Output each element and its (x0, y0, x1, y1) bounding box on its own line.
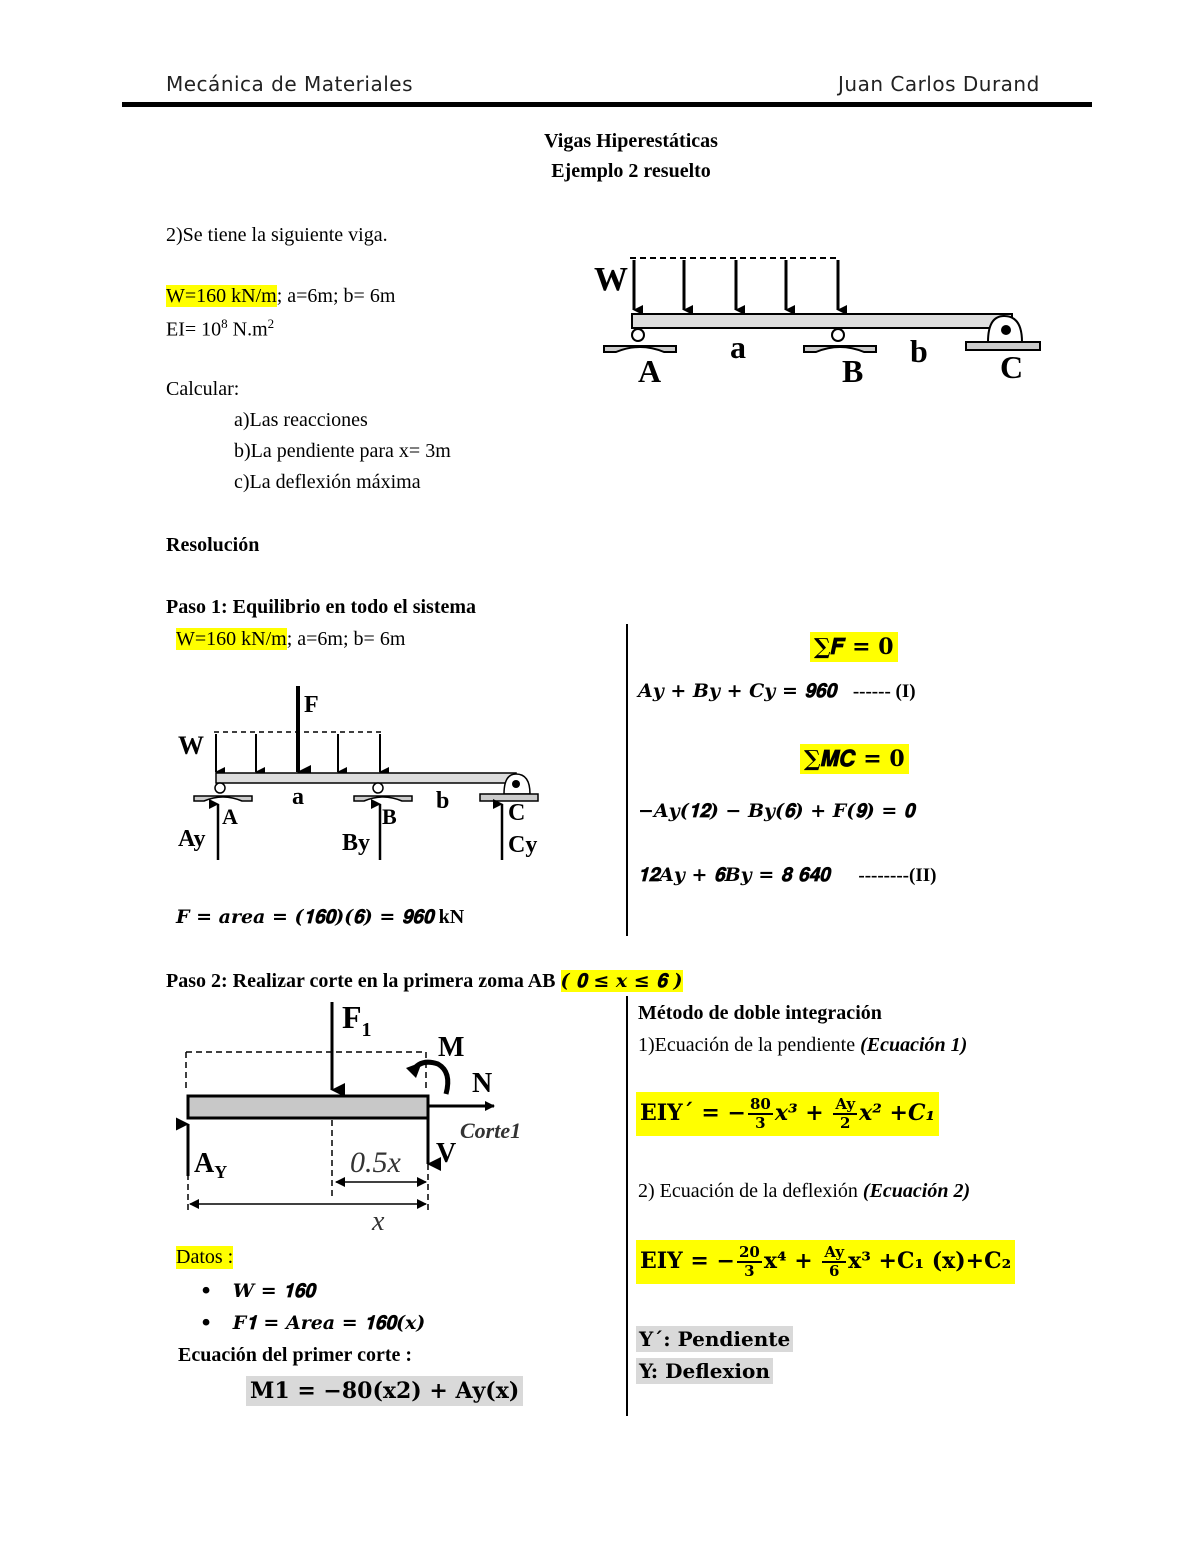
problem-statement: 2)Se tiene la siguiente viga. (166, 224, 388, 246)
slope-term-1: x³ + (774, 1100, 832, 1126)
equation-2-expr: 𝟏𝟐𝑨𝒚 + 𝟔𝑩𝒚 = 𝟖 𝟔𝟒𝟎 (638, 864, 830, 886)
f-area-equation (176, 906, 464, 929)
fig2-f-label: F (304, 692, 319, 718)
fig1-a-support: A (638, 353, 662, 389)
f-area-expr: 𝑭 = 𝒂𝒓𝒆𝒂 = (𝟏𝟔𝟎)(𝟔) = 𝟗𝟔𝟎 (176, 906, 434, 928)
slope-frac-2 (833, 1096, 857, 1132)
fig2-a-support: A (222, 804, 238, 829)
datos-bullet-1-text: 𝑾 = 𝟏𝟔𝟎 (232, 1280, 315, 1302)
defl-frac-1-den: 3 (744, 1262, 755, 1280)
fig2-by-label: By (342, 830, 371, 856)
fig3-ay-base: A (194, 1148, 215, 1179)
slope-frac-1 (748, 1096, 773, 1132)
step1-given (176, 628, 405, 651)
deflection-label-text: 2) Ecuación de la deflexión (638, 1180, 863, 1202)
defl-lhs: EIY = − (640, 1248, 735, 1274)
column-divider-2 (626, 996, 628, 1416)
sum-moments: ∑𝑴𝑪 = 𝟎 (800, 744, 909, 774)
slope-frac-1-num: 80 (749, 1095, 771, 1113)
method-heading: Método de doble integración (638, 1002, 882, 1024)
fig2-b-label: b (436, 788, 450, 814)
datos-bullet-1: • 𝑾 = 𝟏𝟔𝟎 (200, 1280, 315, 1302)
beam-diagram-2 (176, 680, 556, 870)
equation-moment: −𝑨𝒚(𝟏𝟐) − 𝑩𝒚(𝟔) + 𝑭(𝟗) = 𝟎 (638, 800, 915, 822)
fig1-w-label: W (594, 261, 628, 298)
column-divider-1 (626, 624, 628, 936)
fig1-b-label: b (910, 333, 928, 369)
fig3-v-label: V (436, 1138, 457, 1169)
given-load: W=160 kN/m (166, 285, 277, 307)
equation-1-expr: 𝑨𝒚 + 𝑩𝒚 + 𝑪𝒚 = 𝟗𝟔𝟎 (638, 680, 837, 702)
defl-frac-2 (822, 1244, 846, 1280)
datos-bullet-2: • 𝑭𝟏 = 𝑨𝒓𝒆𝒂 = 𝟏𝟔𝟎(𝒙) (200, 1312, 426, 1334)
deflection-equation (636, 1240, 1015, 1284)
equation-1 (638, 680, 916, 703)
deflection-label (638, 1180, 970, 1203)
fig2-a-label: a (292, 784, 304, 810)
calc-item-c: c)La deflexión máxima (234, 471, 421, 493)
defl-frac-2-den: 6 (829, 1262, 840, 1280)
fig2-c-support: C (508, 800, 526, 826)
given-values (166, 285, 395, 308)
slope-label-text: 1)Ecuación de la pendiente (638, 1034, 861, 1056)
step1-title: Paso 1: Equilibrio en todo el sistema (166, 596, 477, 618)
header-rule (122, 102, 1092, 107)
slope-tag: (Ecuación 1) (860, 1034, 968, 1056)
cut-eq-label: Ecuación del primer corte : (178, 1344, 413, 1366)
ei-units-exp: 2 (267, 316, 275, 331)
fig3-m-label: M (438, 1032, 465, 1063)
fig1-c-support: C (1000, 349, 1024, 385)
defl-term-1: x⁴ + (763, 1248, 821, 1274)
fig1-b-support: B (842, 353, 864, 389)
slope-frac-1-den: 3 (755, 1114, 766, 1132)
fig3-n-label: N (472, 1068, 493, 1099)
fig3-ay-sub: Y (214, 1162, 228, 1182)
step1-dimensions: ; a=6m; b= 6m (286, 628, 406, 650)
f-area-unit: kN (433, 906, 465, 928)
step2-title-text: Paso 2: Realizar corte en la primera zoma AB (166, 970, 561, 992)
defl-frac-1-num: 20 (738, 1243, 760, 1261)
y-prime-legend: Y´: Pendiente (636, 1326, 793, 1352)
resolution-heading: Resolución (166, 534, 260, 556)
fig2-w-label: W (178, 731, 204, 760)
fig3-x-label: x (372, 1206, 385, 1236)
calc-item-a: a)Las reacciones (234, 409, 368, 431)
page-subtitle: Ejemplo 2 resuelto (551, 160, 711, 182)
fig2-ay-label: Ay (178, 826, 206, 852)
sum-forces: ∑𝑭 = 𝟎 (810, 632, 898, 662)
equation-2-tag: --------(II) (858, 865, 937, 886)
beam-diagram-1 (590, 250, 1050, 390)
slope-label (638, 1034, 967, 1057)
fig3-f1-sub: 1 (361, 1019, 372, 1041)
fig3-f1-base: F (342, 1000, 362, 1035)
cut-equation: 𝐌𝟏 = −𝟖𝟎(𝐱𝟐) + 𝐀𝐲(𝐱) (246, 1376, 523, 1406)
cut-diagram (176, 1000, 546, 1236)
slope-equation (636, 1092, 939, 1136)
fig3-f1-label (342, 1000, 372, 1041)
step2-title (166, 970, 683, 993)
step2-range: ( 𝟎 ≤ 𝒙 ≤ 𝟔 ) (560, 970, 683, 992)
defl-frac-2-num: Ay (824, 1243, 845, 1261)
datos-bullet-2-text: 𝑭𝟏 = 𝑨𝒓𝒆𝒂 = 𝟏𝟔𝟎(𝒙) (232, 1312, 426, 1334)
fig3-corte-label: Corte1 (460, 1118, 522, 1143)
fig2-cy-label: Cy (508, 832, 538, 858)
fig3-half-x-label: 0.5x (350, 1146, 401, 1179)
slope-frac-2-den: 2 (840, 1114, 851, 1132)
datos-label: Datos : (176, 1246, 234, 1268)
slope-lhs: EIY´ = − (640, 1100, 746, 1126)
equation-1-tag: ------ (I) (852, 681, 916, 702)
ei-exp: 8 (221, 316, 228, 331)
equation-2 (638, 864, 936, 887)
ei-value (166, 316, 274, 342)
calc-item-b: b)La pendiente para x= 3m (234, 440, 451, 462)
given-dimensions: ; a=6m; b= 6m (276, 285, 396, 307)
fig1-a-label: a (730, 329, 746, 365)
fig2-b-support: B (382, 804, 397, 829)
ei-units: N.m (227, 318, 268, 341)
deflection-tag: (Ecuación 2) (862, 1180, 971, 1202)
header-left: Mecánica de Materiales (166, 72, 413, 96)
page-title: Vigas Hiperestáticas (544, 130, 718, 152)
fig3-ay-label (194, 1148, 227, 1182)
header-right: Juan Carlos Durand (838, 72, 1040, 96)
y-legend: Y: Deflexion (636, 1358, 773, 1384)
slope-term-2: x² +C₁ (859, 1100, 936, 1126)
calc-label: Calcular: (166, 378, 240, 400)
step1-load: W=160 kN/m (176, 628, 287, 650)
slope-frac-2-num: Ay (835, 1095, 856, 1113)
ei-base: EI= 10 (166, 318, 222, 341)
defl-frac-1 (737, 1244, 762, 1280)
defl-term-2: x³ +C₁ (x)+C₂ (848, 1248, 1012, 1274)
